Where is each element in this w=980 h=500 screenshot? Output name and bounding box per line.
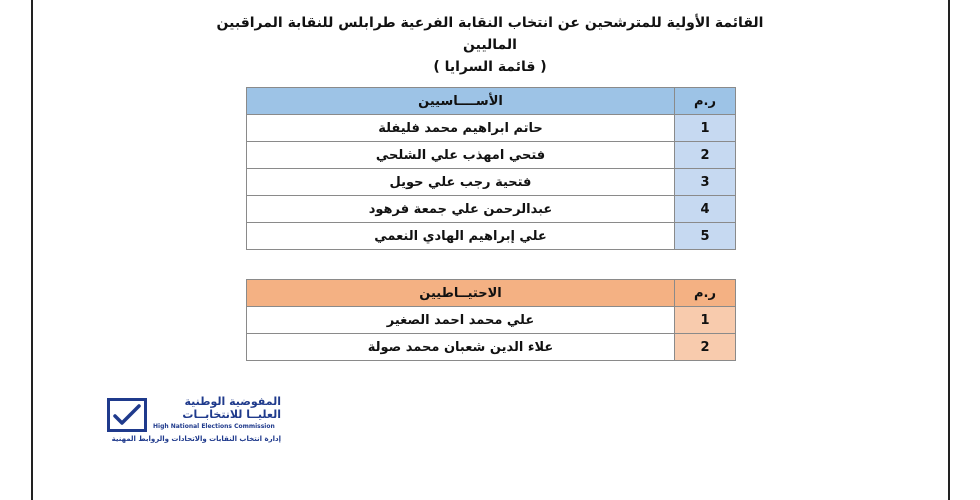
candidate-name: فتحية رجب علي حويل [247, 169, 675, 196]
candidate-name: فتحي امهذب علي الشلحي [247, 142, 675, 169]
table-header-row [247, 280, 736, 307]
table-row [247, 334, 736, 361]
logo-english-name: High National Elections Commission [153, 423, 275, 430]
candidate-name: عبدالرحمن علي جمعة فرهود [247, 196, 675, 223]
document-subtitle: ( قائمة السرايا ) [433, 59, 547, 75]
document-header [200, 12, 780, 78]
logo-department-name: إدارة انتخاب النقابات والاتحادات والروابط المهنية [111, 435, 281, 443]
commission-logo [107, 395, 282, 450]
row-number: 2 [675, 334, 736, 361]
candidate-name: علي إبراهيم الهادي النعمي [247, 223, 675, 250]
table-row [247, 142, 736, 169]
row-number: 5 [675, 223, 736, 250]
table-row [247, 307, 736, 334]
row-number: 2 [675, 142, 736, 169]
row-number: 1 [675, 307, 736, 334]
page-border-left [31, 0, 33, 500]
document-title: القائمة الأولية للمترشحين عن انتخاب النقابة الفرعية طرابلس للنقابة المراقبين الماليين [216, 15, 764, 53]
row-number: 4 [675, 196, 736, 223]
name-column-header: الاحتيــاطيين [247, 280, 675, 307]
number-column-header: ر.م [675, 88, 736, 115]
table-row [247, 169, 736, 196]
candidate-name: علاء الدين شعبان محمد صولة [247, 334, 675, 361]
name-column-header: الأســــاسيين [247, 88, 675, 115]
logo-arabic-name-line1: المفوضية الوطنية [184, 395, 281, 408]
table-header-row [247, 88, 736, 115]
table-row [247, 223, 736, 250]
candidate-name: علي محمد احمد الصغير [247, 307, 675, 334]
main-candidates-table [246, 87, 736, 250]
page-border-right [948, 0, 950, 500]
number-column-header: ر.م [675, 280, 736, 307]
candidate-name: حاتم ابراهيم محمد فليفلة [247, 115, 675, 142]
reserve-candidates-table [246, 279, 736, 361]
row-number: 3 [675, 169, 736, 196]
logo-arabic-name-line2: العليــا للانتخابــات [182, 408, 281, 421]
table-row [247, 196, 736, 223]
ballot-check-icon [107, 398, 147, 432]
row-number: 1 [675, 115, 736, 142]
table-row [247, 115, 736, 142]
